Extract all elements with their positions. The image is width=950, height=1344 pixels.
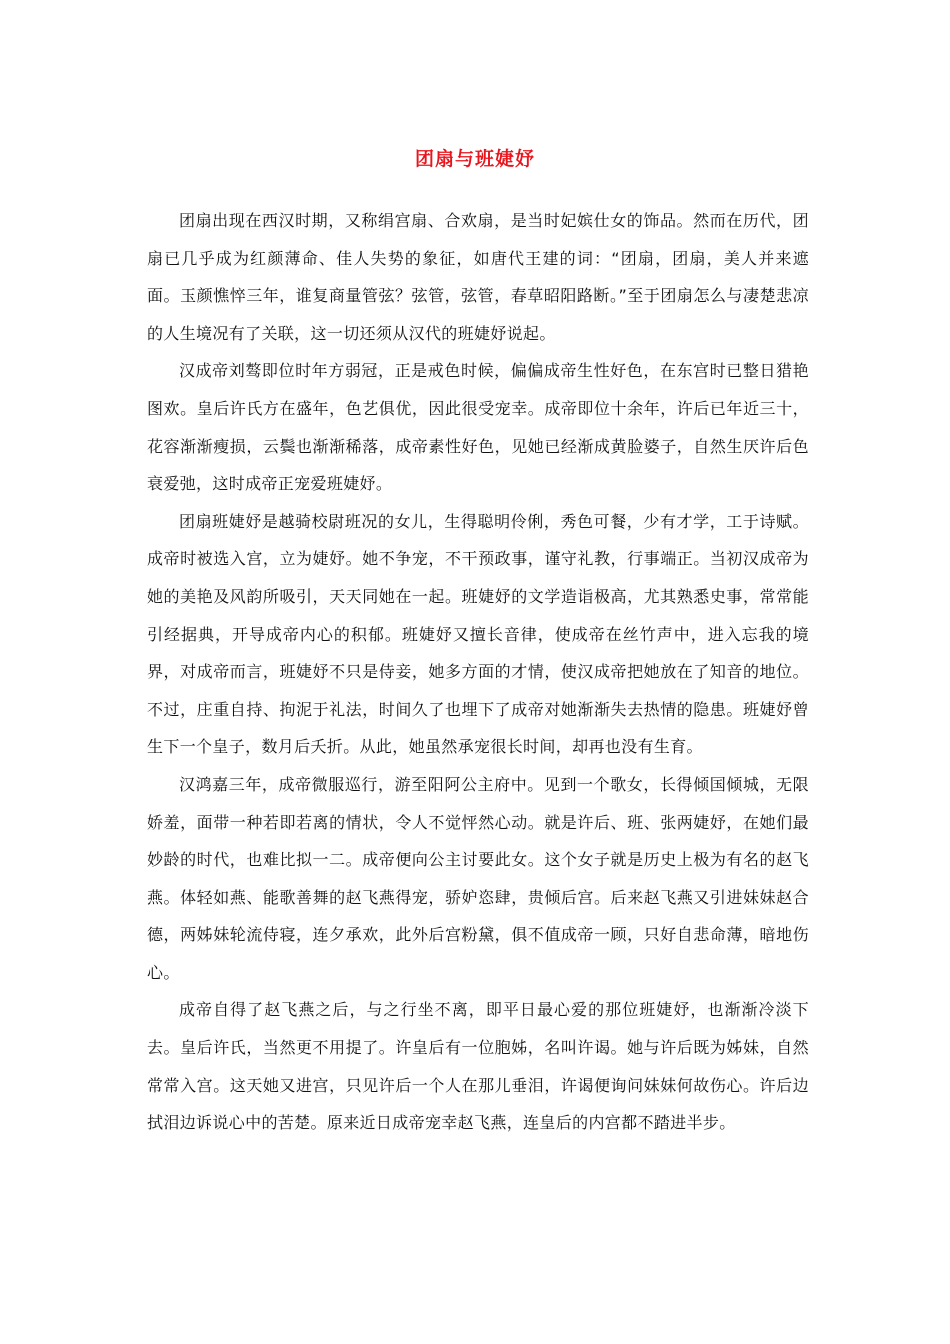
paragraph: 汉鸿嘉三年，成帝微服巡行，游至阳阿公主府中。见到一个歌女，长得倾国倾城，无限娇羞，面带一种若即若离的情状，令人不觉怦然心动。就是许后、班、张两婕妤，在她们最妙龄的时代，也难比拟一二。成帝便向公主讨要此女。这个女子就是历史上极为有名的赵飞燕。体轻如燕、能歌善舞的赵飞燕得宠，骄妒恣肆，贵倾后宫。后来赵飞燕又引进妹妹赵合德，两姊妹轮流侍寝，连夕承欢，此外后宫粉黛，俱不值成帝一顾，只好自悲命薄，暗地伤心。 bbox=[147, 774, 809, 982]
paragraph: 团扇出现在西汉时期，又称绢宫扇、合欢扇，是当时妃嫔仕女的饰品。然而在历代，团扇已几乎成为红颜薄命、佳人失势的象征，如唐代王建的词：“团扇，团扇，美人并来遮面。玉颜憔悴三年，谁复商量管弦？弦管，弦管，春草昭阳路断。”至于团扇怎么与凄楚悲凉的人生境况有了关联，这一切还须从汉代的班婕妤说起。 bbox=[147, 211, 809, 343]
document-title: 团扇与班婕妤 bbox=[414, 148, 535, 170]
paragraph: 汉成帝刘骜即位时年方弱冠，正是戒色时候，偏偏成帝生性好色，在东宫时已整日猎艳图欢。皇后许氏方在盛年，色艺俱优，因此很受宠幸。成帝即位十余年，许后已年近三十，花容渐渐瘦损，云鬓也渐渐稀落，成帝素性好色，见她已经渐成黄脸婆子，自然生厌许后色衰爱弛，这时成帝正宠爱班婕妤。 bbox=[147, 361, 809, 494]
document-body bbox=[147, 202, 809, 1142]
paragraph: 成帝自得了赵飞燕之后，与之行坐不离，即平日最心爱的那位班婕妤，也渐渐冷淡下去。皇后许氏，当然更不用提了。许皇后有一位胞姊，名叫许谒。她与许后既为姊妹，自然常常入宫。这天她又进宫，只见许后一个人在那儿垂泪，许谒便询问妹妹何故伤心。许后边拭泪边诉说心中的苦楚。原来近日成帝宠幸赵飞燕，连皇后的内宫都不踏进半步。 bbox=[147, 1000, 809, 1133]
paragraph: 团扇班婕妤是越骑校尉班况的女儿，生得聪明伶俐，秀色可餐，少有才学，工于诗赋。成帝时被选入宫，立为婕妤。她不争宠，不干预政事，谨守礼教，行事端正。当初汉成帝为她的美艳及风韵所吸引，天天同她在一起。班婕妤的文学造诣极高，尤其熟悉史事，常常能引经据典，开导成帝内心的积郁。班婕妤又擅长音律，使成帝在丝竹声中，进入忘我的境界，对成帝而言，班婕妤不只是侍妾，她多方面的才情，使汉成帝把她放在了知音的地位。不过，庄重自持、拘泥于礼法，时间久了也埋下了成帝对她渐渐失去热情的隐患。班婕妤曾生下一个皇子，数月后夭折。从此，她虽然承宠很长时间，却再也没有生育。 bbox=[147, 511, 809, 757]
